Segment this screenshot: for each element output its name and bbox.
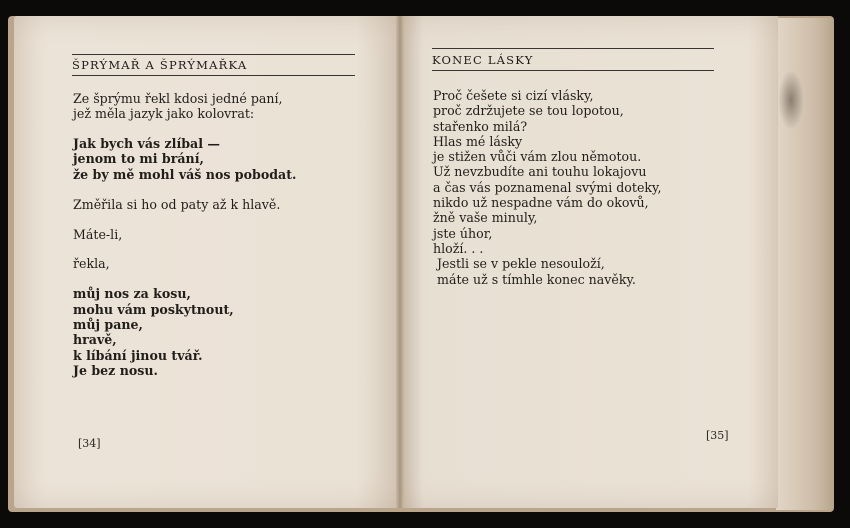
stanza-gap — [73, 182, 296, 197]
poem-line: k líbání jinou tvář. — [73, 347, 203, 363]
right-poem — [433, 88, 661, 287]
poem-line: je stižen vůči vám zlou němotou. — [433, 149, 642, 165]
left-poem — [73, 91, 296, 378]
stanza-gap — [73, 122, 296, 137]
right-heading-rule-bottom — [432, 70, 714, 71]
poem-line: řekla, — [73, 256, 110, 272]
page-stain — [778, 70, 804, 130]
poem-line: jenom to mi brání, — [73, 151, 204, 167]
right-page-heading: KONEC LÁSKY — [432, 53, 534, 67]
poem-line: Jestli se v pekle nesouloží, — [437, 256, 605, 272]
poem-line: a čas vás poznamenal svými doteky, — [433, 179, 662, 195]
left-page-heading: ŠPRÝMAŘ A ŠPRÝMAŘKA — [72, 58, 248, 72]
stanza-gap — [73, 242, 296, 257]
left-page-number: [34] — [78, 437, 101, 450]
poem-line: mohu vám poskytnout, — [73, 301, 234, 317]
book-spine — [396, 16, 404, 508]
poem-line: jste úhor, — [433, 225, 493, 241]
stanza-gap — [73, 212, 296, 227]
left-heading-rule-top — [72, 54, 355, 55]
poem-line: Je bez nosu. — [73, 362, 158, 378]
left-heading-rule-bottom — [72, 75, 355, 76]
poem-line: Ze šprýmu řekl kdosi jedné paní, — [73, 91, 283, 106]
poem-line: stařenko milá? — [433, 118, 528, 134]
poem-line: Už nevzbudíte ani touhu lokajovu — [433, 164, 647, 180]
right-page-number: [35] — [706, 429, 729, 442]
poem-line: Jak bych vás zlíbal — — [73, 136, 220, 152]
poem-line: můj pane, — [73, 316, 143, 332]
poem-line: Změřila si ho od paty až k hlavě. — [73, 196, 281, 212]
poem-line: žně vaše minuly, — [433, 210, 538, 226]
right-heading-rule-top — [432, 48, 714, 49]
poem-line: Proč češete si cizí vlásky, — [433, 88, 594, 103]
poem-line: že by mě mohl váš nos pobodat. — [73, 166, 297, 182]
poem-line: proč zdržujete se tou lopotou, — [433, 103, 624, 119]
poem-line: nikdo už nespadne vám do okovů, — [433, 195, 649, 211]
poem-line: máte už s tímhle konec navěky. — [437, 271, 636, 287]
poem-line: hravě, — [73, 332, 117, 348]
poem-line: Hlas mé lásky — [433, 133, 523, 149]
poem-line: jež měla jazyk jako kolovrat: — [73, 106, 255, 122]
poem-line: můj nos za kosu, — [73, 286, 191, 302]
poem-line: hloží. . . — [433, 240, 484, 256]
poem-line: Máte-li, — [73, 226, 123, 242]
stanza-gap — [73, 272, 296, 287]
